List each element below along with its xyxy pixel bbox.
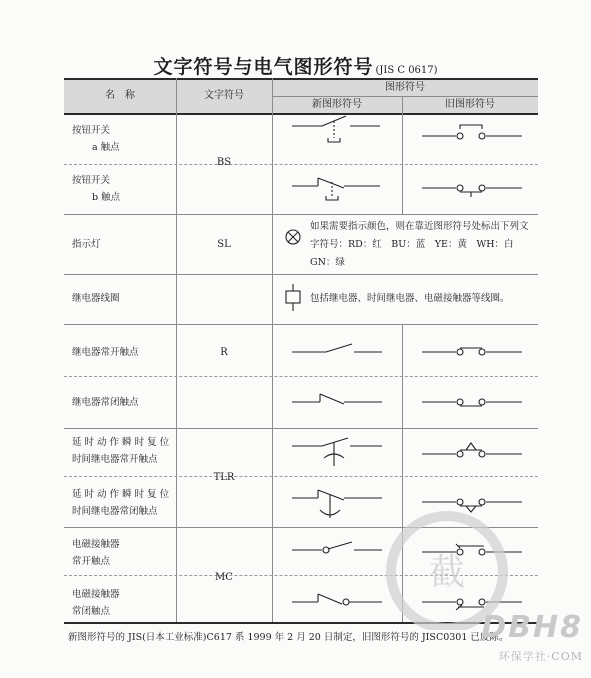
- mc-no-name-line1: 电磁接触器: [72, 539, 120, 550]
- header-new-symbol: 新图形符号: [312, 99, 362, 110]
- mc-no-name: [72, 536, 120, 570]
- r-code: R: [220, 347, 228, 358]
- sub-row-rule: [64, 164, 538, 166]
- footer-note: 新图形符号的 JIS(日本工业标准)C617 系 1999 年 2 月 20 日制定，旧图形符号的 JISC0301 已废除。: [68, 632, 509, 643]
- tlr-no-name-line1: 延 时 动 作 瞬 时 复 位: [72, 437, 170, 448]
- coil-symbol: [284, 284, 304, 312]
- watermark-stamp-mark: 截: [428, 552, 466, 593]
- coil-name: 继电器线圈: [72, 293, 120, 304]
- pb-b-name: [72, 172, 120, 206]
- watermark-site: 环保学社·COM: [498, 650, 583, 663]
- col-rule: [402, 96, 403, 214]
- tlr-nc-name-line2: 时间继电器常闭触点: [72, 506, 158, 517]
- pb-b-name-line1: 按钮开关: [72, 175, 111, 186]
- coil-note: 包括继电器、时间继电器、电磁接触器等线圈。: [310, 293, 510, 304]
- relay-nc-old-symbol: [422, 394, 526, 412]
- tlr-nc-name: [72, 486, 169, 520]
- sub-row-rule: [64, 476, 538, 478]
- pb-a-name: [72, 122, 120, 156]
- mc-no-name-line2: 常开触点: [72, 556, 111, 567]
- tlr-no-old-symbol: [422, 440, 526, 462]
- header-old-symbol: 旧图形符号: [445, 99, 495, 110]
- pb-a-name-line1: 按钮开关: [72, 125, 111, 136]
- pushbutton-b-old-symbol: [422, 178, 526, 200]
- watermark-brand: DBH8: [481, 610, 583, 645]
- tlr-no-new-symbol: [292, 436, 388, 472]
- header-code: 文字符号: [204, 90, 244, 101]
- lamp-name: 指示灯: [72, 239, 101, 250]
- lamp-symbol: [284, 228, 304, 248]
- relay-nc-name: 继电器常闭触点: [72, 397, 139, 408]
- mc-nc-name-line1: 电磁接触器: [72, 589, 120, 600]
- bs-code: BS: [216, 157, 232, 168]
- mc-nc-name-line2: 常闭触点: [72, 606, 111, 617]
- page-title: [0, 52, 591, 79]
- title-main: 文字符号与电气图形符号: [153, 56, 374, 78]
- row-rule: [64, 274, 538, 275]
- sub-row-rule: [64, 376, 538, 378]
- pushbutton-a-old-symbol: [422, 126, 526, 146]
- pb-a-name-line2: a 触点: [92, 142, 120, 153]
- header-bottom-rule: [64, 113, 538, 115]
- tlr-no-name: [72, 434, 169, 468]
- title-standard: (JIS C 0617): [375, 65, 438, 76]
- tlr-code: TLR: [213, 472, 235, 483]
- lamp-code: SL: [217, 239, 231, 250]
- relay-nc-new-symbol: [292, 390, 388, 410]
- relay-no-name: 继电器常开触点: [72, 347, 139, 358]
- lamp-note: 如果需要指示颜色，则在靠近图形符号处标出下列文字符号：RD：红 BU：蓝 YE：黄 WH：白 GN：绿: [310, 221, 529, 268]
- mc-code: MC: [215, 572, 233, 583]
- row-rule: [64, 324, 538, 325]
- tlr-no-name-line2: 时间继电器常开触点: [72, 454, 158, 465]
- row-rule: [64, 428, 538, 429]
- tlr-nc-name-line1: 延 时 动 作 瞬 时 复 位: [72, 489, 170, 500]
- relay-no-old-symbol: [422, 344, 526, 362]
- row-rule: [64, 214, 538, 215]
- pb-b-name-line2: b 触点: [92, 192, 121, 203]
- relay-no-new-symbol: [292, 342, 388, 362]
- pushbutton-b-new-symbol: [292, 174, 388, 204]
- header-symbol-group: 图形符号: [385, 82, 425, 93]
- header-name: 名 称: [105, 90, 135, 101]
- watermark: [413, 610, 583, 672]
- col-rule: [272, 78, 273, 622]
- mc-nc-name: [72, 586, 120, 620]
- pushbutton-a-new-symbol: [292, 118, 388, 158]
